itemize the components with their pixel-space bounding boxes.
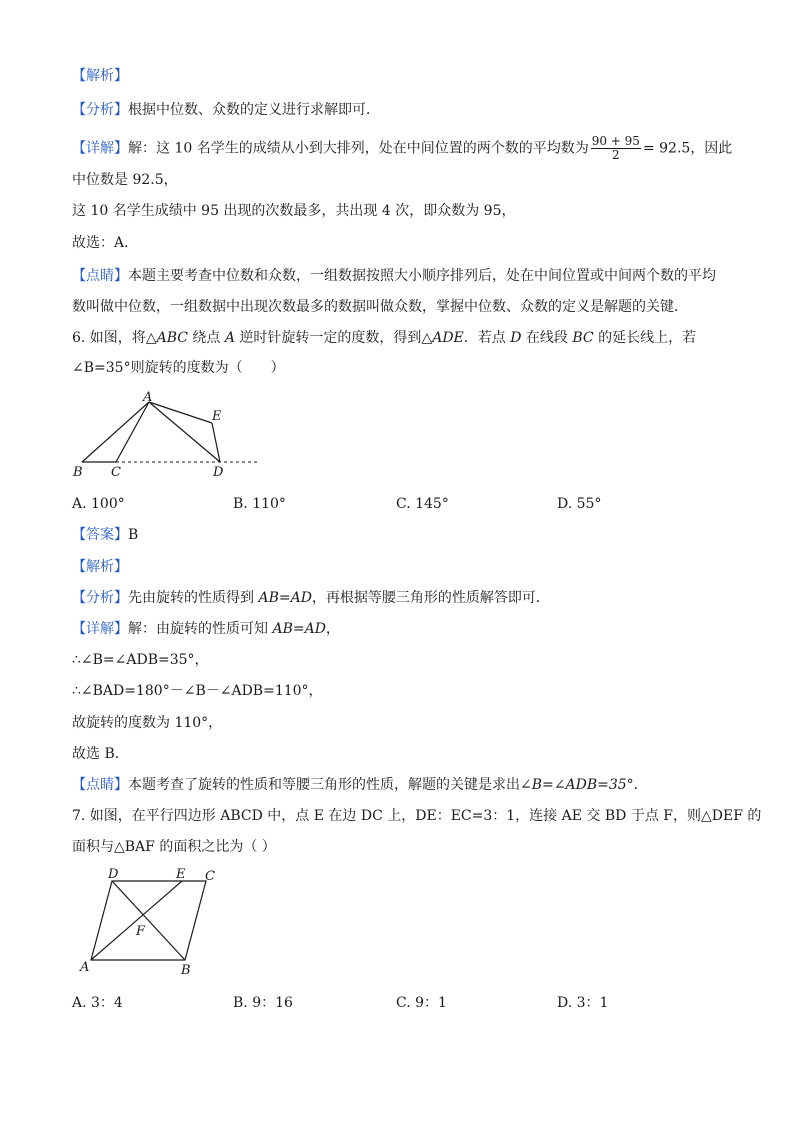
q6-point-a: A (224, 330, 235, 346)
q6-answer-tag: 【答案】 (72, 527, 128, 543)
q6-text: 在线段 (521, 330, 573, 346)
q6-analysis-tag: 【解析】 (72, 559, 128, 575)
q7-label-c: C (205, 869, 215, 884)
q6-dianjing-tag: 【点睛】 (72, 777, 128, 793)
q7-option-a: A. 3：4 (72, 995, 123, 1011)
q6-stem-line-2: ∠B=35°则旋转的度数为（ ） (72, 360, 285, 376)
q6-detail-text: ， (325, 621, 340, 637)
q7-diagonal-bd (112, 881, 185, 960)
q6-label-d: D (213, 465, 224, 480)
detail-text-b: = 92.5，因此 (642, 140, 733, 157)
q7-stem-line-2: 面积与△BAF 的面积之比为（ ） (72, 839, 276, 855)
q6-fenxi-text: 先由旋转的性质得到 (128, 590, 259, 606)
q6-triangle-abc: △ABC (145, 330, 188, 346)
fraction-numerator: 90 + 95 (591, 134, 640, 148)
q6-fenxi-tag: 【分析】 (72, 590, 128, 606)
q6-detail-text: 解：由旋转的性质可知 (128, 621, 273, 637)
q6-detail-equation: AB=AD (272, 621, 326, 637)
q7-label-b: B (181, 963, 191, 978)
q6-step-2: ∴∠BAD=180°－∠B－∠ADB=110°， (72, 683, 323, 699)
q6-option-b: B. 110° (233, 496, 286, 512)
median-line: 中位数是 92.5， (72, 172, 178, 188)
q6-label-e: E (212, 409, 222, 424)
q6-fenxi-equation: AB=AD (258, 590, 312, 606)
q7-label-a: A (80, 960, 90, 975)
q6-comment-text: ． (633, 777, 648, 793)
q6-label-a: A (143, 390, 153, 405)
detail-text-a: 解：这 10 名学生的成绩从小到大排列，处在中间位置的两个数的平均数为 (128, 140, 589, 157)
q6-text: 的延长线上，若 (593, 330, 697, 346)
q6-fenxi-text: ，再根据等腰三角形的性质解答即可． (311, 590, 550, 606)
comment-text-a: 本题主要考查中位数和众数，一组数据按照大小顺序排列后，处在中间位置或中间两个数的平均 (128, 268, 716, 284)
q6-segment-ab (82, 402, 149, 462)
q6-comment-equation: ∠B=∠ADB=35° (520, 777, 634, 793)
q6-text: 逆时针旋转一定的度数，得到 (234, 330, 422, 346)
q6-rotation-figure (70, 388, 270, 482)
choice-line: 故选：A． (72, 235, 139, 251)
q6-label-b: B (73, 465, 83, 480)
q7-parallelogram-figure (72, 864, 232, 980)
fraction-denominator: 2 (612, 148, 620, 162)
q7-option-d: D. 3：1 (557, 995, 609, 1011)
q7-stem-line-1: 7. 如图，在平行四边形 ABCD 中，点 E 在边 DC 上，DE：EC=3：1，连接 AE 交 BD 于点 F，则△DEF 的 (72, 808, 762, 824)
q6-segment-ad (149, 402, 220, 462)
analysis-line (72, 100, 380, 120)
q6-label-c: C (111, 465, 121, 480)
q6-option-a: A. 100° (72, 496, 125, 512)
q6-comment-text: 本题考查了旋转的性质和等腰三角形的性质，解题的关键是求出 (128, 777, 520, 793)
fenxi-tag: 【分析】 (72, 102, 128, 118)
q7-segment-ae (91, 881, 182, 960)
q6-text: 6. 如图，将 (72, 330, 146, 346)
q6-option-c: C. 145° (396, 496, 449, 512)
q6-step-1: ∴∠B=∠ADB=35°， (72, 652, 209, 668)
q6-point-d: D (510, 330, 522, 346)
fenxi-text: 根据中位数、众数的定义进行求解即可． (128, 102, 380, 118)
q6-fenxi-line (72, 588, 550, 608)
mode-line: 这 10 名学生成绩中 95 出现的次数最多，共出现 4 次，即众数为 95， (72, 203, 516, 219)
q6-stem-line-1 (72, 328, 696, 348)
q6-detail-line (72, 619, 340, 639)
dianjing-tag: 【点睛】 (72, 268, 128, 284)
analysis-tag: 【解析】 (72, 68, 128, 84)
average-fraction (591, 135, 641, 162)
q7-label-f: F (136, 924, 146, 939)
comment-line-2: 数叫做中位数，一组数据中出现次数最多的数据叫做众数，掌握中位数、众数的定义是解题的关键． (72, 299, 688, 315)
q6-comment-line (72, 775, 648, 795)
q6-answer-line (72, 525, 138, 545)
q6-segment-bc: BC (572, 330, 594, 346)
q6-xiangjie-tag: 【详解】 (72, 621, 128, 637)
q7-option-b: B. 9：16 (233, 995, 293, 1011)
q6-segment-ac (116, 402, 149, 462)
q7-option-c: C. 9：1 (396, 995, 447, 1011)
xiangjie-tag: 【详解】 (72, 140, 128, 157)
comment-line-1 (72, 266, 716, 286)
q6-segment-ae (149, 402, 212, 423)
q6-triangle-ade: △ADE (421, 330, 464, 346)
q6-option-d: D. 55° (557, 496, 602, 512)
q7-label-e: E (176, 867, 186, 882)
q6-text: 绕点 (187, 330, 225, 346)
q6-step-3: 故旋转的度数为 110°， (72, 715, 223, 731)
q6-step-4: 故选 B． (72, 746, 129, 762)
q7-label-d: D (108, 867, 119, 882)
q6-answer: B (128, 527, 139, 543)
detail-line (72, 135, 732, 162)
q6-text: ．若点 (463, 330, 511, 346)
